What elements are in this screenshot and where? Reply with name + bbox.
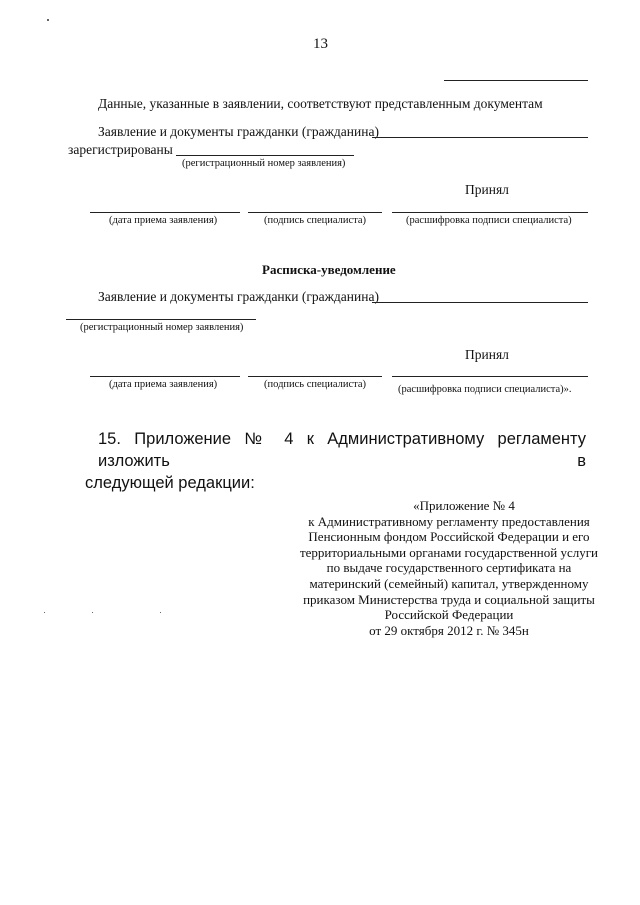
appendix-heading-line-4: территориальными органами государственной услуги [299,544,598,560]
scan-speck [47,19,49,21]
appendix-heading-line-5: по выдаче государственного сертификата на [326,560,572,576]
receipt-title: Расписка-уведомление [262,262,396,277]
date-caption: (дата приема заявления) [109,215,218,226]
accepted-label: Принял [465,182,509,197]
top-signature-line [444,80,588,81]
decode-line [392,212,588,213]
appendix-heading-line-3: Пенсионным фондом Российской Федерации и его [308,529,590,545]
scan-speck [44,612,45,613]
receipt-signature-caption: (подпись специалиста) [264,379,367,390]
receipt-decode-line [392,376,588,377]
receipt-date-line [90,376,240,377]
appendix-heading-line-8: Российской Федерации [384,607,514,623]
scan-speck [160,612,161,613]
page-number: 13 [313,36,328,52]
signature-caption: (подпись специалиста) [264,215,367,226]
receipt-reg-number-line [66,319,256,320]
appendix-heading-line-9: от 29 октября 2012 г. № 345н [369,622,529,638]
receipt-accepted-label: Принял [465,347,509,362]
appendix-heading-line-6: материнский (семейный) капитал, утвержденному [309,575,589,591]
appendix-heading-line-7: приказом Министерства труда и социальной защиты [303,591,595,607]
signature-line [248,212,382,213]
item-15-line-2: следующей редакции: [85,474,255,492]
receipt-application-line: Заявление и документы гражданки (гражданина) [98,289,379,304]
applicant-name-line [372,137,588,138]
item-15-paragraph [85,428,586,494]
receipt-date-caption: (дата приема заявления) [109,379,218,390]
receipt-signature-line [248,376,382,377]
item-15-line-1: 15. Приложение № 4 к Административному регламенту изложить в [98,430,586,470]
registered-label: зарегистрированы [68,142,173,157]
receipt-reg-number-caption: (регистрационный номер заявления) [80,322,244,333]
appendix-heading-line-1: «Приложение № 4 [413,498,515,513]
reg-number-line [176,155,354,156]
reg-number-caption: (регистрационный номер заявления) [182,158,346,169]
appendix-heading-line-2: к Административному регламенту предоставления [308,513,590,529]
appendix-heading [290,498,608,638]
scan-speck [92,612,93,613]
receipt-applicant-name-line [372,302,588,303]
receipt-decode-caption: (расшифровка подписи специалиста)». [398,384,572,395]
application-line: Заявление и документы гражданки (гражданина) [98,124,379,139]
date-line [90,212,240,213]
decode-caption: (расшифровка подписи специалиста) [406,215,572,226]
data-match-statement: Данные, указанные в заявлении, соответствуют представленным документам [98,96,543,111]
